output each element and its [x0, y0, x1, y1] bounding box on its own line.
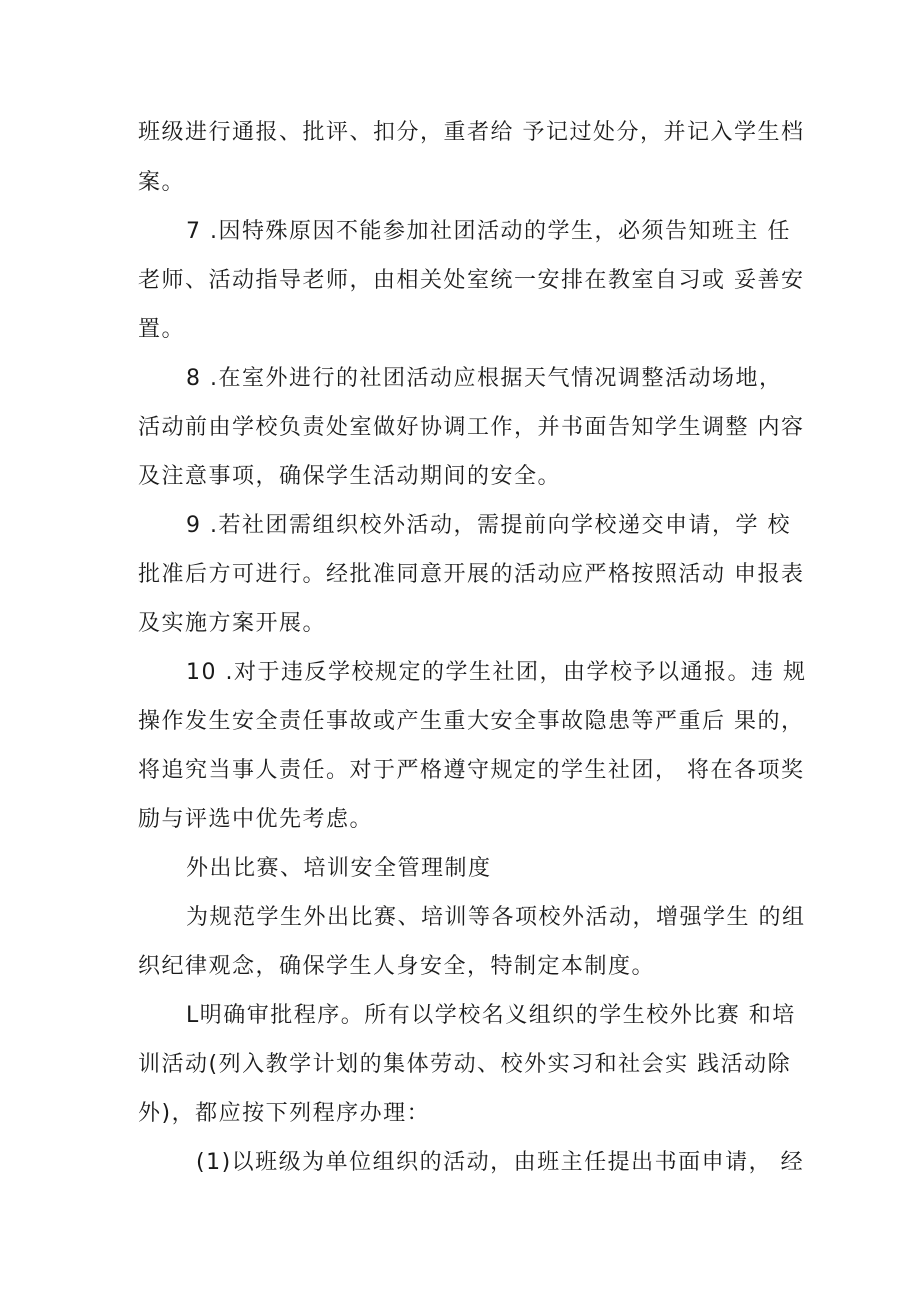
text-line-13: 操作发生安全责任事故或产生重大安全事故隐患等严重后 果的， — [138, 709, 805, 734]
text-line-11: 及实施方案开展。 — [138, 611, 327, 636]
text-line-12: 10 .对于违反学校规定的学生社团，由学校予以通报。违 规 — [186, 660, 807, 685]
text-line-10: 批准后方可进行。经批准同意开展的活动应严格按照活动 申报表 — [138, 562, 805, 587]
text-line-9: 9 .若社团需组织校外活动，需提前向学校递交申请，学 校 — [186, 513, 791, 538]
text-line-21: 外)，都应按下列程序办理： — [138, 1101, 431, 1126]
text-line-18: 织纪律观念，确保学生人身安全，特制定本制度。 — [138, 954, 656, 979]
text-line-2: 案。 — [138, 170, 186, 195]
text-line-20: 训活动(列入教学计划的集体劳动、校外实习和社会实 践活动除 — [138, 1052, 792, 1077]
text-line-4: 老师、活动指导老师，由相关处室统一安排在教室自习或 妥善安 — [138, 268, 805, 293]
text-line-3: 7 .因特殊原因不能参加社团活动的学生，必须告知班主 任 — [186, 219, 791, 244]
text-line-7: 活动前由学校负责处室做好协调工作，并书面告知学生调整 内容 — [138, 415, 805, 440]
text-line-14: 将追究当事人责任。对于严格遵守规定的学生社团， 将在各项奖 — [138, 758, 805, 783]
text-line-1: 班级进行通报、批评、扣分，重者给 予记过处分，并记入学生档 — [138, 120, 805, 145]
text-line-6: 8 .在室外进行的社团活动应根据天气情况调整活动场地， — [186, 366, 783, 391]
section-heading: 外出比赛、培训安全管理制度 — [186, 856, 492, 881]
text-line-22: (1)以班级为单位组织的活动，由班主任提出书面申请， 经 — [196, 1150, 805, 1175]
text-line-19: L明确审批程序。所有以学校名义组织的学生校外比赛 和培 — [186, 1003, 796, 1028]
text-line-5: 置。 — [138, 317, 186, 342]
text-line-8: 及注意事项，确保学生活动期间的安全。 — [138, 464, 562, 489]
text-line-17: 为规范学生外出比赛、培训等各项校外活动，增强学生 的组 — [186, 905, 806, 930]
text-line-15: 励与评选中优先考虑。 — [138, 807, 374, 832]
